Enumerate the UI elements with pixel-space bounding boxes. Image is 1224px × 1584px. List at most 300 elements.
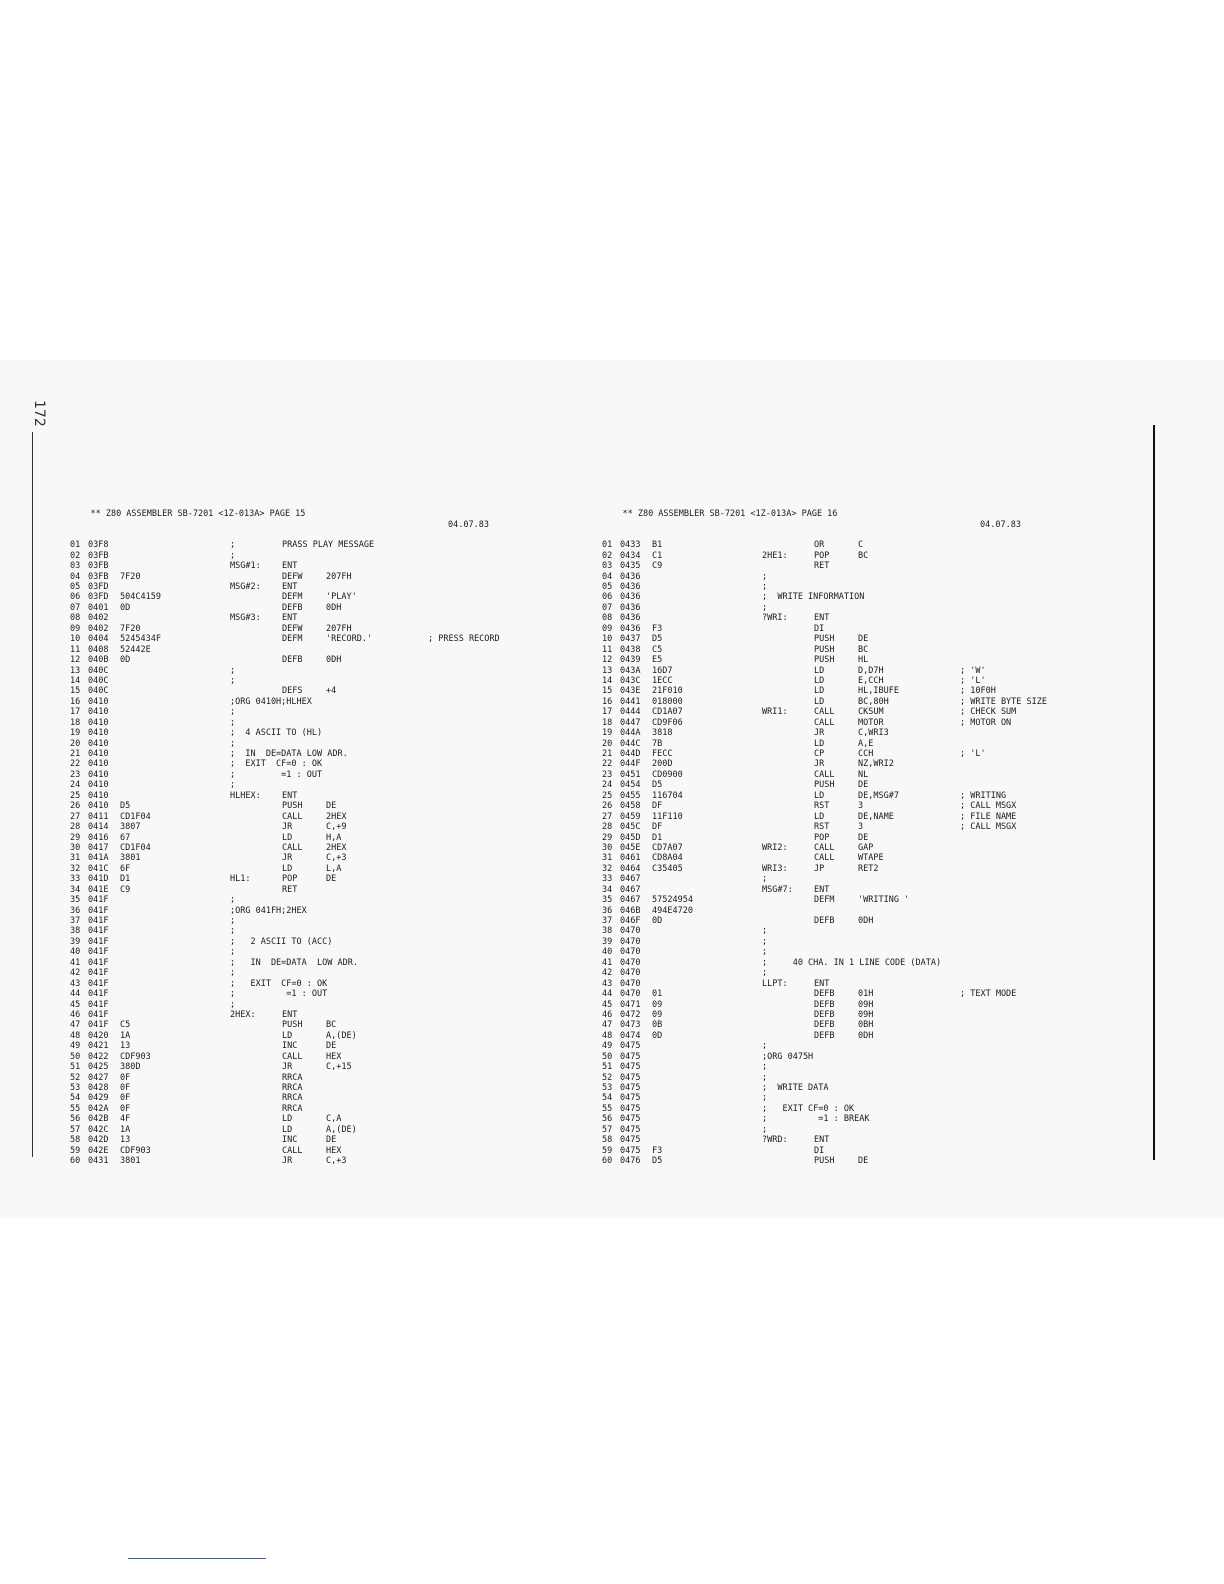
listing-opcode: PUSH — [814, 644, 835, 655]
listing-line-number: 05 — [70, 582, 81, 592]
listing-operand: C,WRI3 — [858, 728, 889, 739]
listing-address: 03FB — [88, 571, 109, 582]
listing-line — [602, 1010, 1112, 1020]
listing-address: 046B — [620, 905, 641, 916]
listing-object-code: 6F — [120, 863, 131, 874]
listing-line-number: 15 — [602, 686, 613, 697]
listing-line-number: 59 — [602, 1145, 613, 1156]
listing-label: ; — [762, 1072, 768, 1083]
listing-line — [70, 592, 550, 602]
listing-operand: C,+3 — [326, 1156, 347, 1167]
listing-comment: ; TEXT MODE — [960, 989, 1017, 1000]
listing-object-code: 3801 — [120, 1156, 141, 1167]
listing-address: 0473 — [620, 1020, 641, 1031]
listing-object-code: 09 — [652, 999, 663, 1010]
listing-address: 0417 — [88, 842, 109, 853]
listing-line-number: 35 — [602, 895, 613, 906]
listing-address: 0410 — [88, 780, 109, 791]
listing-label: ; — [762, 602, 768, 613]
listing-comment: ; 'L' — [960, 675, 986, 686]
listing-object-code: CD0900 — [652, 769, 683, 780]
listing-line — [70, 833, 550, 843]
listing-operand: 3 — [858, 801, 864, 812]
page-number: 172 — [31, 400, 47, 427]
listing-line — [602, 749, 1112, 759]
listing-line — [602, 989, 1112, 999]
listing-address: 0444 — [620, 707, 641, 718]
listing-address: 0470 — [620, 989, 641, 1000]
listing-address: 0467 — [620, 874, 641, 885]
listing-label: WRI3: — [762, 863, 788, 874]
listing-line — [602, 634, 1112, 644]
listing-object-code: 0F — [120, 1083, 131, 1093]
listing-label: ; — [230, 665, 236, 676]
listing-line — [70, 874, 550, 884]
listing-line — [70, 1146, 550, 1156]
listing-line-number: 37 — [70, 916, 81, 926]
listing-object-code: D1 — [120, 874, 131, 885]
listing-label: ; IN DE=DATA LOW ADR. — [230, 749, 348, 759]
listing-label: ; WRITE INFORMATION — [762, 592, 865, 603]
listing-operand: 09H — [858, 1009, 874, 1020]
listing-operand: +4 — [326, 686, 337, 697]
listing-object-code: 0D — [652, 1030, 663, 1041]
listing-opcode: ENT — [814, 613, 830, 624]
listing-address: 0438 — [620, 644, 641, 655]
listing-operand: DE — [326, 1041, 337, 1052]
listing-label: ; — [230, 926, 236, 937]
listing-line — [70, 1041, 550, 1051]
listing-line-number: 32 — [602, 863, 613, 874]
listing-label: ; — [762, 1093, 768, 1104]
listing-opcode: DEFB — [814, 999, 835, 1010]
listing-opcode: ENT — [282, 1009, 298, 1020]
listing-label: MSG#7: — [762, 884, 793, 895]
listing-object-code: CD9F06 — [652, 717, 683, 728]
listing-address: 0475 — [620, 1051, 641, 1062]
listing-line — [602, 1062, 1112, 1072]
listing-opcode: CALL — [814, 717, 835, 728]
listing-address: 0459 — [620, 811, 641, 822]
listing-operand: 09H — [858, 999, 874, 1010]
listing-address: 0470 — [620, 947, 641, 958]
listing-line-number: 10 — [70, 634, 81, 645]
listing-line-number: 01 — [70, 540, 81, 551]
listing-operand: DE — [858, 832, 869, 843]
listing-line — [70, 1156, 550, 1166]
listing-operand: HEX — [326, 1145, 342, 1156]
listing-address: 0404 — [88, 634, 109, 645]
listing-address: 041F — [88, 947, 109, 958]
listing-object-code: C9 — [652, 561, 663, 572]
listing-line-number: 27 — [70, 811, 81, 822]
listing-address: 0427 — [88, 1072, 109, 1083]
listing-address: 045E — [620, 842, 641, 853]
listing-opcode: LD — [814, 665, 825, 676]
listing-operand: C,+15 — [326, 1062, 352, 1073]
listing-address: 042C — [88, 1124, 109, 1135]
listing-line — [602, 1000, 1112, 1010]
listing-operand: 'PLAY' — [326, 592, 357, 603]
listing-operand: L,A — [326, 863, 342, 874]
listing-address: 0428 — [88, 1083, 109, 1093]
listing-object-code: CD1F04 — [120, 842, 151, 853]
listing-line — [70, 572, 550, 582]
listing-opcode: POP — [814, 550, 830, 561]
listing-address: 0470 — [620, 978, 641, 989]
listing-operand: DE — [326, 1135, 337, 1146]
listing-opcode: DEFM — [282, 634, 303, 645]
listing-line-number: 33 — [602, 874, 613, 885]
listing-address: 0401 — [88, 602, 109, 613]
listing-header — [70, 499, 550, 530]
listing-line-number: 48 — [602, 1030, 613, 1041]
listing-line-number: 49 — [602, 1041, 613, 1052]
listing-line-number: 12 — [602, 655, 613, 666]
listing-opcode: LD — [282, 1114, 293, 1125]
listing-opcode: JR — [814, 728, 825, 739]
listing-address: 041F — [88, 989, 109, 1000]
listing-line — [602, 822, 1112, 832]
listing-line-number: 42 — [70, 968, 81, 979]
listing-object-code: 52442E — [120, 644, 151, 655]
listing-opcode: RST — [814, 822, 830, 833]
listing-line — [70, 812, 550, 822]
listing-opcode: PRASS PLAY MESSAGE — [282, 540, 375, 551]
listing-object-code: 13 — [120, 1135, 131, 1146]
listing-opcode: PUSH — [282, 801, 303, 812]
listing-object-code: 3801 — [120, 853, 141, 864]
listing-line-number: 44 — [602, 989, 613, 1000]
listing-label: ; =1 : BREAK — [762, 1114, 870, 1125]
listing-address: 0410 — [88, 696, 109, 707]
listing-line — [602, 655, 1112, 665]
listing-address: 0410 — [88, 728, 109, 739]
listing-line — [602, 582, 1112, 592]
listing-line — [70, 645, 550, 655]
listing-header — [602, 499, 1112, 530]
listing-address: 041F — [88, 968, 109, 979]
listing-line-number: 38 — [70, 926, 81, 937]
listing-line-number: 46 — [602, 1009, 613, 1020]
listing-line — [70, 676, 550, 686]
listing-object-code: 0F — [120, 1103, 131, 1114]
listing-operand: 0DH — [326, 655, 342, 666]
listing-address: 0410 — [88, 749, 109, 759]
listing-line-number: 60 — [602, 1156, 613, 1167]
listing-line — [70, 780, 550, 790]
listing-comment: ; FILE NAME — [960, 811, 1017, 822]
listing-object-code: 200D — [652, 759, 673, 770]
listing-label: ; — [230, 780, 236, 791]
listing-line — [70, 707, 550, 717]
listing-line — [602, 1052, 1112, 1062]
listing-label: ; — [230, 738, 236, 749]
listing-address: 044F — [620, 759, 641, 770]
listing-address: 042B — [88, 1114, 109, 1125]
listing-line — [602, 572, 1112, 582]
listing-opcode: PUSH — [282, 1020, 303, 1031]
listing-line — [602, 1020, 1112, 1030]
listing-comment: ; CALL MSGX — [960, 801, 1017, 812]
listing-object-code: 13 — [120, 1041, 131, 1052]
listing-object-code: F3 — [652, 1145, 663, 1156]
listing-line-number: 47 — [70, 1020, 81, 1031]
listing-address: 0475 — [620, 1135, 641, 1146]
listing-opcode: CALL — [282, 842, 303, 853]
listing-line — [602, 916, 1112, 926]
listing-line — [70, 613, 550, 623]
listing-address: 041F — [88, 916, 109, 926]
listing-line-number: 44 — [70, 989, 81, 1000]
listing-operand: NL — [858, 769, 869, 780]
listing-address: 0475 — [620, 1145, 641, 1156]
listing-address: 0470 — [620, 936, 641, 947]
listing-operand: A,E — [858, 738, 874, 749]
listing-label: ; =1 : OUT — [230, 989, 328, 1000]
listing-line — [70, 697, 550, 707]
listing-line — [70, 1093, 550, 1103]
listing-opcode: CALL — [814, 842, 835, 853]
listing-label: WRI1: — [762, 707, 788, 718]
listing-line-number: 53 — [70, 1083, 81, 1093]
listing-line — [602, 926, 1112, 936]
listing-line — [70, 728, 550, 738]
listing-header-date: 04.07.83 — [448, 519, 489, 530]
listing-label: ; WRITE DATA — [762, 1083, 829, 1093]
listing-opcode: DEFW — [282, 623, 303, 634]
listing-opcode: CALL — [282, 811, 303, 822]
listing-label: ; — [230, 540, 236, 551]
listing-line-number: 08 — [70, 613, 81, 624]
listing-address: 0410 — [88, 738, 109, 749]
listing-opcode: PUSH — [814, 634, 835, 645]
listing-line — [70, 958, 550, 968]
listing-address: 0402 — [88, 613, 109, 624]
listing-line — [602, 1135, 1112, 1145]
listing-address: 042E — [88, 1145, 109, 1156]
listing-line — [602, 686, 1112, 696]
listing-line-number: 20 — [602, 738, 613, 749]
listing-line-number: 19 — [70, 728, 81, 739]
listing-line — [70, 801, 550, 811]
listing-address: 0455 — [620, 790, 641, 801]
listing-address: 046F — [620, 916, 641, 926]
listing-line — [70, 540, 550, 550]
listing-object-code: 018000 — [652, 696, 683, 707]
listing-line — [602, 551, 1112, 561]
listing-label: ; IN DE=DATA LOW ADR. — [230, 957, 358, 968]
listing-address: 0474 — [620, 1030, 641, 1041]
listing-line — [70, 582, 550, 592]
listing-label: MSG#1: — [230, 561, 261, 572]
listing-opcode: DEFB — [814, 1020, 835, 1031]
listing-address: 041F — [88, 957, 109, 968]
listing-opcode: CALL — [814, 853, 835, 864]
listing-line — [602, 958, 1112, 968]
listing-comment: ; WRITING — [960, 790, 1007, 801]
listing-label: ; — [230, 675, 236, 686]
listing-line-number: 35 — [70, 895, 81, 906]
listing-line — [602, 728, 1112, 738]
listing-opcode: LD — [282, 863, 293, 874]
listing-line-number: 57 — [602, 1124, 613, 1135]
listing-line — [602, 1146, 1112, 1156]
listing-comment: ; 'L' — [960, 749, 986, 759]
listing-opcode: LD — [282, 1030, 293, 1041]
listing-operand: 0DH — [858, 1030, 874, 1041]
listing-comment: ; WRITE BYTE SIZE — [960, 696, 1047, 707]
listing-line-number: 45 — [70, 999, 81, 1010]
listing-line-number: 21 — [70, 749, 81, 759]
listing-line-number: 41 — [70, 957, 81, 968]
listing-object-code: 4F — [120, 1114, 131, 1125]
listing-label: ; — [762, 874, 768, 885]
listing-label: HLHEX: — [230, 790, 261, 801]
listing-line-number: 55 — [70, 1103, 81, 1114]
listing-line — [70, 843, 550, 853]
listing-address: 040C — [88, 665, 109, 676]
listing-operand: HL,IBUFE — [858, 686, 899, 697]
listing-opcode: CP — [814, 749, 825, 759]
listing-opcode: LD — [814, 675, 825, 686]
listing-object-code: C5 — [652, 644, 663, 655]
listing-line — [602, 906, 1112, 916]
listing-object-code: 504C4159 — [120, 592, 161, 603]
listing-address: 0402 — [88, 623, 109, 634]
listing-address: 0475 — [620, 1041, 641, 1052]
listing-line-number: 30 — [602, 842, 613, 853]
listing-opcode: LD — [282, 832, 293, 843]
listing-address: 03F8 — [88, 540, 109, 551]
listing-rows — [602, 540, 1112, 1166]
listing-object-code: C5 — [120, 1020, 131, 1031]
listing-address: 0420 — [88, 1030, 109, 1041]
listing-line-number: 13 — [70, 665, 81, 676]
listing-line-number: 55 — [602, 1103, 613, 1114]
listing-address: 043E — [620, 686, 641, 697]
listing-line — [602, 540, 1112, 550]
listing-line-number: 36 — [602, 905, 613, 916]
listing-line-number: 05 — [602, 582, 613, 592]
listing-line — [602, 561, 1112, 571]
listing-page-15 — [70, 478, 550, 1177]
listing-comment: ; PRESS RECORD — [428, 634, 500, 645]
listing-line-number: 38 — [602, 926, 613, 937]
listing-address: 03FB — [88, 550, 109, 561]
listing-line-number: 37 — [602, 916, 613, 926]
listing-line — [70, 885, 550, 895]
listing-label: ; — [762, 1062, 768, 1073]
listing-line-number: 02 — [602, 550, 613, 561]
listing-line-number: 01 — [602, 540, 613, 551]
listing-opcode: ENT — [814, 884, 830, 895]
listing-opcode: RET — [814, 561, 830, 572]
listing-line-number: 06 — [70, 592, 81, 603]
listing-address: 040C — [88, 675, 109, 686]
listing-line-number: 11 — [70, 644, 81, 655]
listing-address: 0470 — [620, 926, 641, 937]
listing-line — [70, 926, 550, 936]
listing-line-number: 17 — [602, 707, 613, 718]
listing-operand: RET2 — [858, 863, 879, 874]
listing-object-code: 116704 — [652, 790, 683, 801]
listing-line — [70, 968, 550, 978]
listing-opcode: CALL — [814, 707, 835, 718]
listing-line-number: 26 — [70, 801, 81, 812]
listing-address: 0421 — [88, 1041, 109, 1052]
listing-comment: ; 'W' — [960, 665, 986, 676]
listing-label: ;ORG 041FH;2HEX — [230, 905, 307, 916]
listing-opcode: RRCA — [282, 1072, 303, 1083]
listing-opcode: JR — [814, 759, 825, 770]
listing-opcode: DEFM — [814, 895, 835, 906]
listing-label: ?WRD: — [762, 1135, 788, 1146]
listing-comment: ; CALL MSGX — [960, 822, 1017, 833]
listing-line — [70, 686, 550, 696]
listing-line-number: 60 — [70, 1156, 81, 1167]
listing-operand: DE — [326, 874, 337, 885]
listing-operand: BC,80H — [858, 696, 889, 707]
listing-address: 0433 — [620, 540, 641, 551]
listing-line-number: 16 — [602, 696, 613, 707]
listing-opcode: DEFB — [814, 916, 835, 926]
listing-line-number: 47 — [602, 1020, 613, 1031]
listing-opcode: DEFS — [282, 686, 303, 697]
listing-label: ; — [230, 999, 236, 1010]
listing-line-number: 04 — [70, 571, 81, 582]
listing-address: 044D — [620, 749, 641, 759]
listing-label: ;ORG 0475H — [762, 1051, 814, 1062]
listing-object-code: CD1A07 — [652, 707, 683, 718]
listing-label: ; — [762, 936, 768, 947]
listing-address: 0437 — [620, 634, 641, 645]
listing-line-number: 40 — [602, 947, 613, 958]
listing-operand: DE — [858, 780, 869, 791]
listing-address: 042A — [88, 1103, 109, 1114]
listing-object-code: 0D — [120, 602, 131, 613]
listing-operand: DE — [858, 1156, 869, 1167]
listing-line — [602, 697, 1112, 707]
listing-object-code: 0D — [120, 655, 131, 666]
listing-line — [70, 603, 550, 613]
listing-line-number: 21 — [602, 749, 613, 759]
listing-line — [602, 770, 1112, 780]
listing-operand: 0BH — [858, 1020, 874, 1031]
listing-opcode: ENT — [282, 613, 298, 624]
listing-address: 0436 — [620, 571, 641, 582]
listing-line-number: 36 — [70, 905, 81, 916]
listing-object-code: CDF903 — [120, 1145, 151, 1156]
listing-line — [602, 843, 1112, 853]
listing-opcode: DEFB — [282, 655, 303, 666]
listing-opcode: LD — [814, 686, 825, 697]
listing-address: 0436 — [620, 613, 641, 624]
listing-opcode: DEFW — [282, 571, 303, 582]
listing-opcode: ENT — [282, 790, 298, 801]
listing-object-code: DF — [652, 801, 663, 812]
listing-opcode: CALL — [282, 1145, 303, 1156]
listing-label: ; 2 ASCII TO (ACC) — [230, 936, 333, 947]
listing-address: 0472 — [620, 1009, 641, 1020]
listing-comment: ; CHECK SUM — [960, 707, 1017, 718]
listing-line-number: 29 — [602, 832, 613, 843]
listing-line-number: 50 — [70, 1051, 81, 1062]
listing-line-number: 04 — [602, 571, 613, 582]
listing-address: 041F — [88, 1009, 109, 1020]
listing-line — [70, 1020, 550, 1030]
listing-operand: HL — [858, 655, 869, 666]
